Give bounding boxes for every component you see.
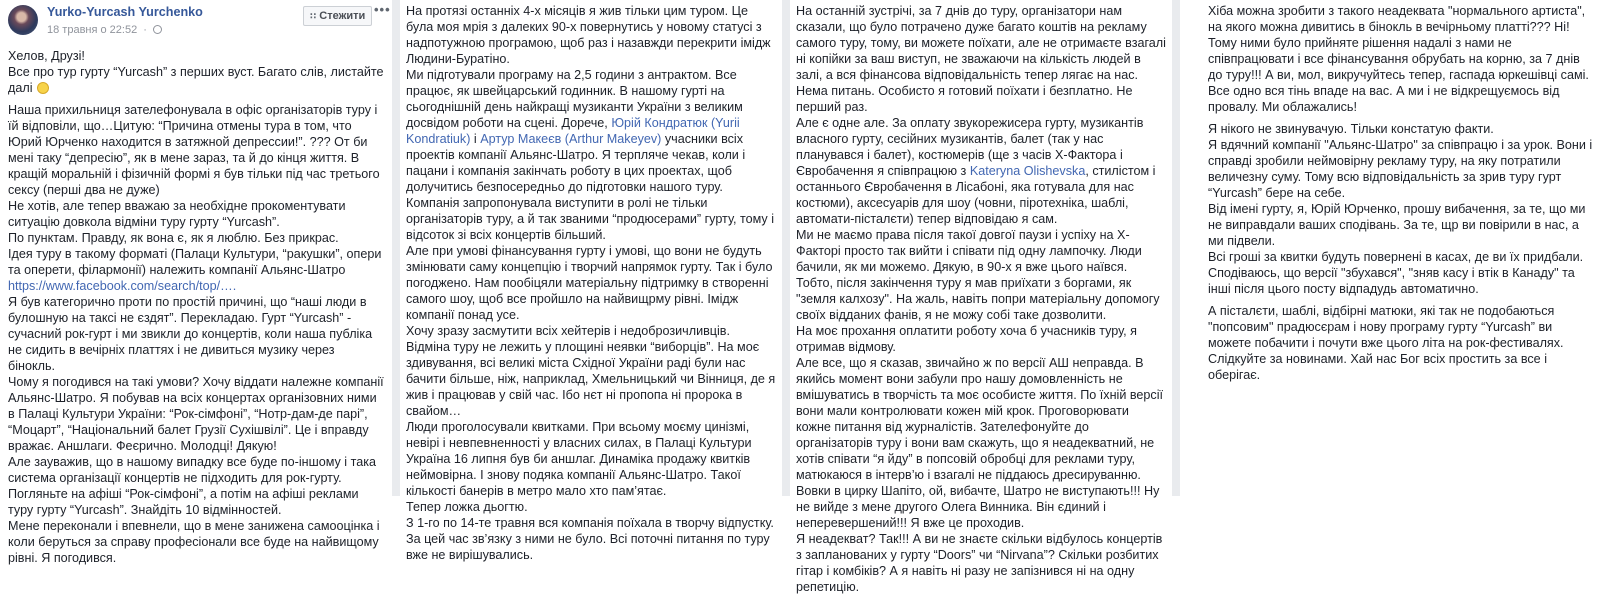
paragraph [8,374,384,454]
paragraph [406,3,776,67]
paragraph [796,531,1166,595]
paragraph [796,83,1166,115]
rss-icon: ∷ [310,11,317,21]
paragraph [406,499,776,515]
text-run: Тепер ложка дьогтю. [406,500,528,514]
text-run: Хочу зразу засмутити всіх хейтерів і недоброзичливців. Відміна туру не лежить у площині неявки “виборців”. На моє здивування, всі великі міста Східної України раді були нас бачити більше, ніж, наприклад, Хмельницький чи Вінниця, де я жив і працював у свій час. Ібо нєт ні пропопа ні пророка в свайом… [406,324,776,418]
paragraph [406,323,776,419]
text-run: Я нікого не звинувачую. Тільки констатую факти. [1208,122,1494,136]
text-run: На протязі останніх 4-х місяців я жив тільки цим туром. Це була моя мрія з далеких 90-х повернутись у новому статусі з надпотужною програмою, щоб раз і назавжди перекрити імідж Людини-Буратіно. [406,4,771,66]
text-run: З 1-го по 14-те травня вся компанія поїхала в творчу відпустку. За цей час зв’язку з ними не було. Всі поточні питання по туру вже не вирішувались. [406,516,774,562]
column-separator [1172,0,1180,496]
text-run: Компанія запропонувала виступити в ролі не тільки організаторів туру, а й так званими “продюсерами” гурту, тому і відсоток зі всіх концертів більший. [406,196,775,242]
paragraph [796,115,1166,227]
mention-link[interactable]: Kateryna Olishevska [969,164,1086,178]
author-name[interactable]: Yurko-Yurcash Yurchenko [47,5,203,19]
text-run: Але є одне але. За оплату звукорежисера гурту, музикантів власного гурту, сесійних музикантів, балет (так у нас планувався і балет), костюмерів (ще з часів Х-Фактора і Євробачення я співпрацюю з [796,116,1144,178]
mention-link[interactable]: Артур Макеєв (Arthur Makeyev) [480,132,662,146]
column-separator [782,0,790,496]
text-run: Ми підготували програму на 2,5 години з антрактом. Все працює, як швейцарський годинник. В нашому гурті на сьогоднішній день найкращі музиканти України з великим досвідом роботи на сцені. Дорече, [406,68,743,130]
paragraph [8,48,384,64]
paragraph [1208,137,1594,201]
paragraph [1208,303,1594,383]
paragraph [796,355,1166,531]
paragraph [796,3,1166,83]
text-run: Хіба можна зробити з такого неадеквата "нормального артиста", на якого можна дивитись в бінокль в вечірньому платті??? Ні! [1208,4,1586,34]
post-header [0,0,392,48]
text-run: Але при умові фінансування гурту і умові, що вони не будуть змінювати саму концепцію і творчий напрямок гурту. Так і було погоджено. Нам пообіцяли матеріальну підтримку в створенні самого шоу, щоб все пройшло на найвищрму рівні. Імідж компанії понад усе. [406,244,773,322]
text-run: Чому я погодився на такі умови? Хочу віддати належне компанії Альянс-Шатро. Я побував на всіх концертах організовних ними в Палаці Культури України: “Рок-сімфоні”, “Нотр-дам-де парі”, “Моцарт”, “Національний балет Грузії Сухішвілі”. Це і вправду вражає. Аншлаги. Феєрично. Молодці! Дякую! [8,375,384,453]
paragraph [406,195,776,243]
text-run: і [470,132,481,146]
post-column-1 [0,0,392,565]
post-text [1208,3,1594,383]
paragraph [406,243,776,323]
paragraph [8,102,384,198]
text-run: Ми не маємо права після такої довгої паузи і успіху на Х-Факторі просто так вийти і співати під одну лампочку. Люди бачили, як ми можемо. Дякую, в 90-х я вже цього наївся. [796,228,1142,274]
text-run: Я неадекват? Так!!! А ви не знаєте скільки відбулось концертів з запланованих у гурту “Doors” чи “Nirvana”? Скільки розбитих гітар і комбіків? А я навіть ні разу не запізнився ні на одну репетицію. [796,532,1163,594]
text-run: Від імені гурту, я, Юрій Юрченко, прошу вибачення, за те, що ми не виправдали ваших сподівань. За те, щр ви повірили в нас, а ми підвели. [1208,202,1586,248]
post-column-3 [790,0,1172,594]
post-column-4 [1180,0,1600,496]
post-timestamp[interactable] [47,24,162,36]
paragraph [796,227,1166,275]
text-run: А пісталєти, шаблі, відбірні матюки, які так не подобаються "попсовим" прадюсєрам і нову програму гурту “Yurcash” ви можете побачити і почути вже цього літа на рок-фестивалях. Слідкуйте за новинами. Хай нас Бог всіх простить за все і оберігає. [1208,304,1564,382]
text-run: Все про тур гурту “Yurcash” з перших вуст. Багато слів, листайте далі [8,65,384,95]
text-run: Не хотів, але тепер вважаю за необхідне прокоментувати ситуацію довкола відміни туру гурту “Yurcash”. [8,199,346,229]
text-run: Нема питань. Особисто я готовий поїхати і безплатно. Не перший раз. [796,84,1133,114]
paragraph [8,454,384,518]
text-run: учасники всіх проектів компанії Альянс-Шатро. Я терпляче чекав, коли і пацани і компанія закінчать роботу в цих проектах, щоб долучитись безпосередньо до підготовки нашого туру. [406,132,746,194]
smile-emoji-icon [37,82,49,94]
paragraph [1208,3,1594,35]
paragraph [8,518,384,566]
follow-label: Стежити [319,10,366,22]
text-run: Наша прихильниця зателефонувала в офіс організаторів туру і їй відповіли, що…Цитую: “Причина отмены тура в том, что Юрий Юрченко находится в затяжной депрессии!”. ??? От би мені таку “депресію”, як в мене зараз, та й до кінця життя. В кращій моральній і фізичній формі я був тільки під час третього сексу (перші два не дуже) [8,103,380,197]
text-run: Тобто, після закінчення туру я мав приїхати з боргами, як "земля калхозу". На жаль, навіть попри матеріальну допомогу своїх відданих фанів, я не можу собі таке дозволити. [796,276,1160,322]
paragraph [8,230,384,246]
text-run: Всі гроші за квитки будуть повернені в касах, де ви їх придбали. Сподіваюсь, що версії "збухався", "зняв касу і втік в Канаду" та інші після цього посту відпадудь автоматично. [1208,250,1584,296]
text-run: Але зауважив, що в нашому випадку все буде по-іншому і така система організації концертів не підходить для рок-гурту. Погляньте на афіші “Рок-сімфоні”, а потім на афіші реклами туру гурту “Yurcash”. Знайдіть 10 відмінностей. [8,455,377,517]
text-run: Але все, що я сказав, звичайно ж по версії АШ неправда. В якийсь момент вони забули про нашу домовленність не вмішуватись в творчість та моє особисте життя. По їхній версії вони мали контролювати кожен мій крок. Проговорювати кожне питання від журналістів. Зателефонуйте до організаторів туру і вони вам скажуть, що я неадекватний, не хотів співати “я йду” в попсовій обробці для реклами туру, матюкаюся в інтерв’ю і взагалі не піддаюсь дресируванню. Вовки в цирку Шапіто, ой, вибачте, Шатро не виступають!!! Ну не вийде з мене другого Олега Винника. Він єдиний і неперевершений!!! Я вже це проходив. [796,356,1164,530]
paragraph [406,67,776,195]
text-run: Мене переконали і впевнели, що в мене занижена самооцінка і коли беруться за справу професіонали все буде на найвищому рівні. Я погодився. [8,519,380,565]
post-text [796,3,1166,595]
post-text [8,48,384,566]
text-run: На моє прохання оплатити роботу хоча б учасників туру, я отримав відмову. [796,324,1138,354]
column-separator [392,0,400,496]
paragraph [1208,121,1594,137]
avatar[interactable] [8,5,38,35]
paragraph [8,64,384,96]
paragraph [8,198,384,230]
paragraph [8,294,384,374]
text-run: Люди проголосували квитками. При всьому моєму цинізмі, невірі і невпевненності у власних силах, в Палаці Культури Україна 16 липня був би аншлаг. Динаміка продажу квитків неймовірна. І знову подяка компанії Альянс-Шатро. Такої кількості банерів в метро мало хто пам’ятає. [406,420,752,498]
text-run: Тому ними було прийняте рішення надалі з нами не співпрацювати і все фінансування обрубать на корню, за 7 днів до туру!!! А ви, мол, викручуйтесь тепер, гаспада юркешівці самі. Все одно вся тінь впаде на вас. А ми і не відкрещуємось від провалу. Ми облажались! [1208,36,1589,114]
text-run: По пунктам. Правду, як вона є, як я люблю. Без прикрас. [8,231,339,245]
mention-link[interactable]: Юрій Кондратюк (Yurii Kondratiuk) [406,116,740,146]
text-run: Я вдячний компанії "Альянс-Шатро" за співпрацю і за урок. Вони і справді зробили неймовірну рекламу туру, на яку потратили величезну суму. Тому всю відповідальність за зрив туру гурт “Yurcash” бере на себе. [1208,138,1593,200]
follow-button[interactable] [303,6,372,26]
text-run: На останній зустрічі, за 7 днів до туру, організатори нам сказали, що було потрачено дуже багато коштів на рекламу самого туру, тому, ви можете поїхати, але не отримаєте взагалі ні копійки за ваш виступ, не зважаючи на кількість людей в залі, а вся фінансова відповідальність тепер лягає на нас. [796,4,1166,82]
paragraph [8,246,384,278]
text-run: , стилістом і останнього Євробачення в Лісабоні, яка готувала для нас костюми), аксесуарів для шоу (човни, піротехніка, шаблі, автомати-пісталєти) тепер відповідаю я сам. [796,164,1156,226]
paragraph [1208,35,1594,115]
post-column-2 [400,0,782,562]
paragraph [1208,201,1594,249]
text-run: Хелов, Друзі! [8,49,85,63]
post-date[interactable]: 18 травня о 22:52 [47,24,138,36]
paragraph [796,323,1166,355]
post-text [406,3,776,563]
text-run: Я був категорично проти по простій причині, що “наші люди в булошную на таксі не єздят”. Перекладаю. Гурт “Yurcash” - сучасний рок-гурт і ми звикли до концертів, коли наша публіка не сидить в вечірніх платтях і не дивиться музику через бінокль. [8,295,373,373]
more-options-icon[interactable]: ••• [374,2,391,17]
paragraph [406,419,776,499]
paragraph [796,275,1166,323]
paragraph [8,278,384,294]
globe-icon [153,25,162,34]
url-link[interactable]: https://www.facebook.com/search/top/…. [8,279,237,293]
separator-dot: · [143,24,147,36]
paragraph [406,515,776,563]
paragraph [1208,249,1594,297]
text-run: Ідея туру в такому форматі (Палаци Культури, “ракушки”, опери та оперети, філармонії) належить компанії Альянс-Шатро [8,247,382,277]
